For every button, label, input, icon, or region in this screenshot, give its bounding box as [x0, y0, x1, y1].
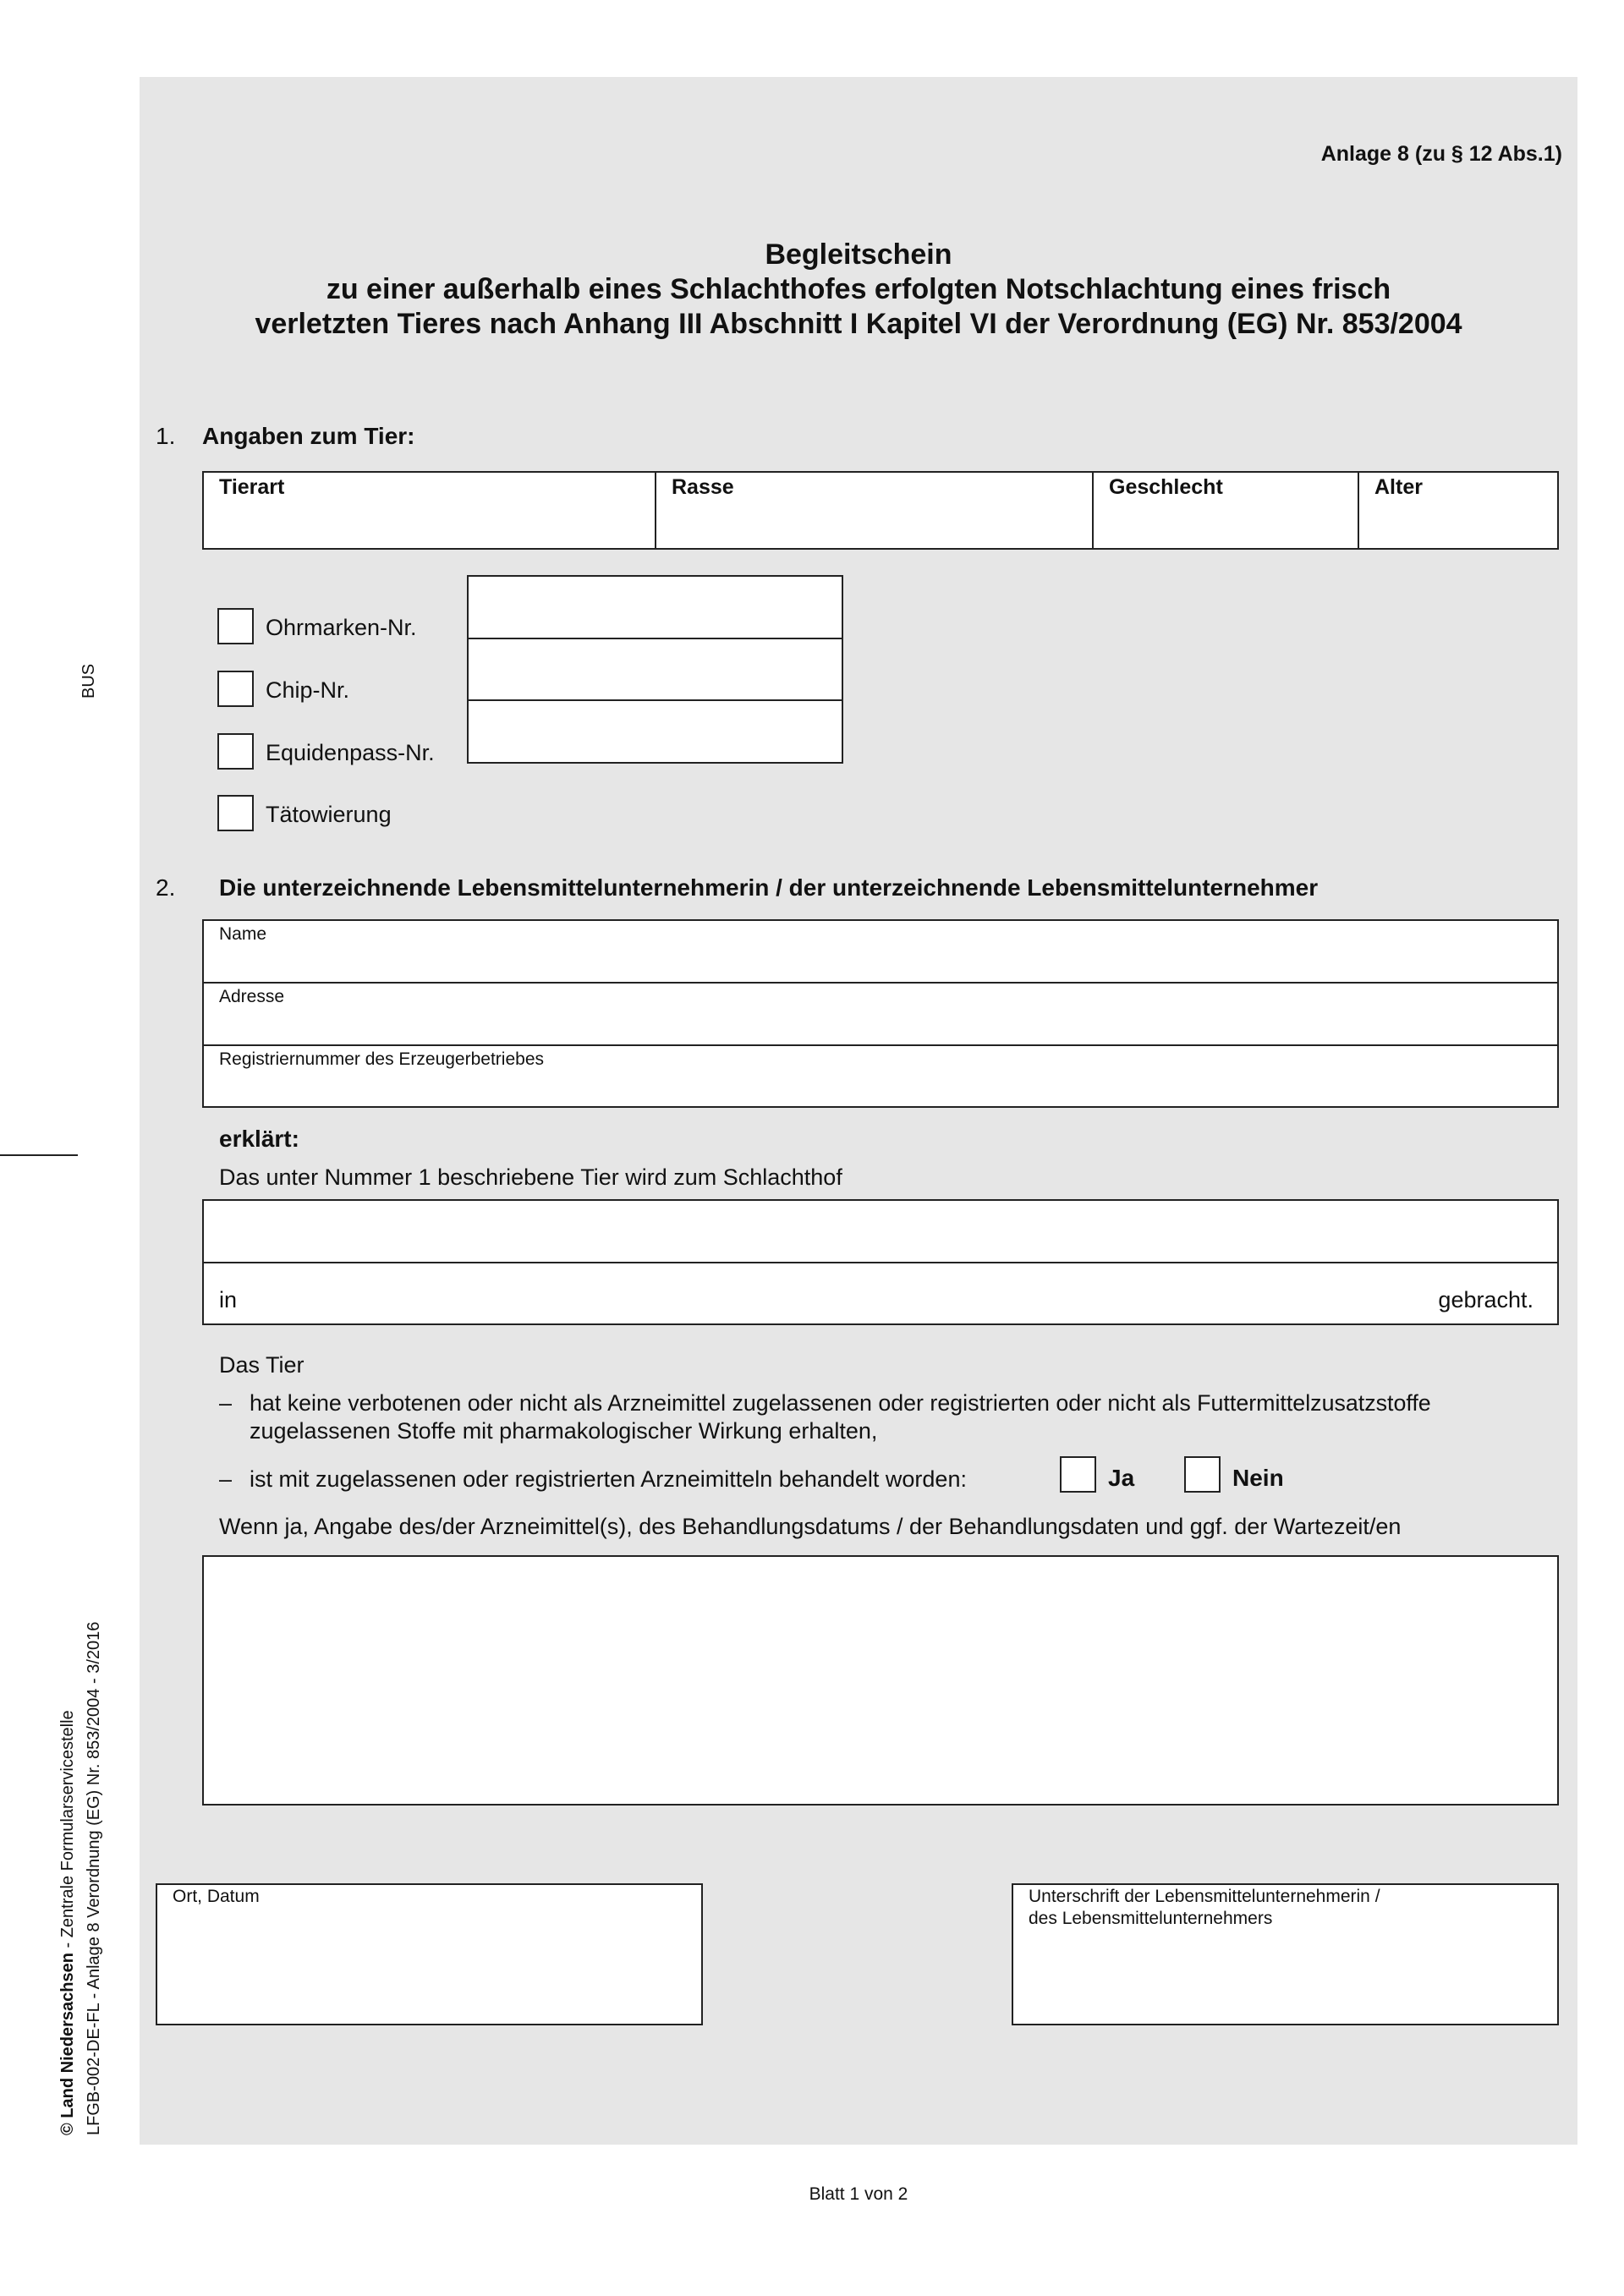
animal-intro: Das Tier: [219, 1352, 304, 1378]
field-registration-number[interactable]: Registriernummer des Erzeugerbetriebes: [219, 1049, 544, 1069]
id-field-ear-tag[interactable]: [469, 577, 842, 638]
label-ear-tag: Ohrmarken-Nr.: [266, 615, 417, 640]
place-date-field[interactable]: [156, 1883, 703, 2025]
field-age[interactable]: Alter: [1374, 475, 1423, 499]
id-number-table: [467, 575, 843, 764]
label-equine-passport: Equidenpass-Nr.: [266, 740, 435, 765]
copyright-bold: © Land Niedersachsen: [58, 1953, 77, 2135]
page-number: Blatt 1 von 2: [809, 2184, 908, 2204]
brought-label: gebracht.: [1438, 1287, 1533, 1312]
field-name[interactable]: Name: [219, 924, 267, 944]
declares-label: erklärt:: [219, 1126, 299, 1152]
checkbox-chip[interactable]: [217, 671, 254, 707]
field-slaughterhouse[interactable]: [204, 1201, 1557, 1262]
copyright-rest: - Zentrale Formularservicestelle: [58, 1710, 77, 1954]
id-field-chip[interactable]: [469, 638, 842, 700]
section2-heading: Die unterzeichnende Lebensmittelunternehmerin / der unterzeichnende Lebensmittelunternehmer: [219, 874, 1319, 901]
row-divider: [204, 982, 1557, 984]
title-line-2: zu einer außerhalb eines Schlachthofes erfolgten Notschlachtung eines frisch: [326, 273, 1391, 305]
section2-number: 2.: [156, 874, 176, 901]
form-code: LFGB-002-DE-FL - Anlage 8 Verordnung (EG) Nr. 853/2004 - 3/2016: [85, 1621, 103, 2135]
fold-mark: [0, 1154, 78, 1156]
place-date-label: Ort, Datum: [173, 1887, 260, 1906]
checkbox-yes[interactable]: [1060, 1456, 1096, 1493]
medication-details-field[interactable]: [202, 1555, 1559, 1806]
if-yes-text: Wenn ja, Angabe des/der Arzneimittel(s), des Behandlungsdatums / der Behandlungsdaten und ggf. der Wartezeit/en: [219, 1514, 1402, 1539]
title-line-1: Begleitschein: [765, 238, 952, 271]
animal-table: [202, 471, 1559, 550]
signature-label-line-2: des Lebensmittelunternehmers: [1029, 1909, 1273, 1928]
id-field-equine-passport[interactable]: [469, 699, 842, 764]
column-divider: [1358, 473, 1359, 548]
label-chip: Chip-Nr.: [266, 677, 350, 703]
checkbox-ear-tag[interactable]: [217, 608, 254, 644]
bullet-treated-with-medicines: ist mit zugelassenen oder registrierten Arzneimitteln behandelt worden:: [250, 1466, 967, 1492]
in-label: in: [219, 1287, 238, 1312]
row-divider: [204, 1262, 1557, 1263]
form-title: [140, 238, 1577, 342]
slaughterhouse-table: [202, 1199, 1559, 1325]
field-breed[interactable]: Rasse: [672, 475, 734, 499]
checkbox-tattoo[interactable]: [217, 795, 254, 831]
section1-heading: Angaben zum Tier:: [202, 423, 415, 449]
signature-label-line-1: Unterschrift der Lebensmittelunternehmerin /: [1029, 1887, 1380, 1906]
checkbox-no[interactable]: [1184, 1456, 1221, 1493]
label-no: Nein: [1232, 1465, 1284, 1491]
column-divider: [1092, 473, 1094, 548]
signature-field[interactable]: [1012, 1883, 1559, 2025]
field-animal-species[interactable]: Tierart: [219, 475, 285, 499]
checkbox-equine-passport[interactable]: [217, 733, 254, 770]
section1-number: 1.: [156, 423, 176, 449]
bus-label: BUS: [80, 663, 98, 699]
title-line-3: verletzten Tieres nach Anhang III Abschnitt I Kapitel VI der Verordnung (EG) Nr. 853/2004: [255, 308, 1462, 340]
label-yes: Ja: [1108, 1465, 1135, 1491]
field-address[interactable]: Adresse: [219, 987, 285, 1006]
row-divider: [204, 1044, 1557, 1046]
form-panel: [140, 77, 1577, 2145]
transport-text: Das unter Nummer 1 beschriebene Tier wird zum Schlachthof: [219, 1164, 842, 1190]
column-divider: [655, 473, 656, 548]
bullet-no-prohibited-substances-cont: zugelassenen Stoffe mit pharmakologischer Wirkung erhalten,: [250, 1418, 878, 1444]
annex-reference: Anlage 8 (zu § 12 Abs.1): [1320, 142, 1562, 166]
bullet-no-prohibited-substances: hat keine verbotenen oder nicht als Arzneimittel zugelassenen oder registrierten oder nicht als Futtermittelzusatzstoffe: [250, 1390, 1431, 1416]
field-sex[interactable]: Geschlecht: [1109, 475, 1223, 499]
label-tattoo: Tätowierung: [266, 802, 392, 827]
bullet-dash: –: [219, 1390, 233, 1416]
operator-table: [202, 919, 1559, 1108]
copyright-line: [58, 1710, 78, 2135]
bullet-dash: –: [219, 1466, 233, 1492]
